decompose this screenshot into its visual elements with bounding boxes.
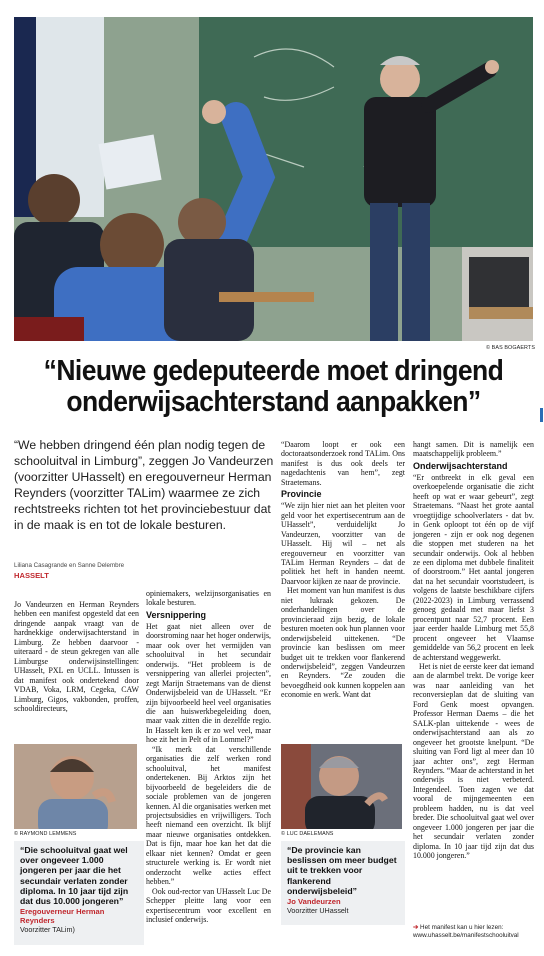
pull-quote-text: “De provincie kan beslissen om meer budget uit te trekken voor flankerend onderwijsbeleid”: [287, 845, 397, 896]
paragraph: opiniemakers, welzijnsorganisaties en lokale besturen.: [146, 589, 271, 608]
paragraph: “Daarom loopt er ook een doctoraatsonderzoek rond TALim. Ons manifest is dus ook deels ter nagedachtenis van hem”, zegt Straetemans.: [281, 440, 405, 487]
footnote-url[interactable]: www.uhasselt.be/manifestschooluitval: [413, 932, 519, 939]
paragraph: “We zijn hier niet aan het pleiten voor geld voor het expertisecentrum aan de UHasselt”, verduidelijkt Jo Vandeurzen, voorzitter van de UHasselt. Hij wil – net als eregouverneur en voorzitter van TALim Herman Reynders – dat de politiek het heft in handen neemt. Daarvoor kijken ze naar de provincie.: [281, 501, 405, 586]
pull-quote-speaker: Jo Vandeurzen: [287, 897, 341, 907]
subheading-onderwijsachterstand: Onderwijsachterstand: [413, 460, 508, 471]
pull-quote-mid: [281, 841, 405, 925]
paragraph: Het is niet de eerste keer dat iemand aan de alarmbel trekt. De vorige keer was naar aanleiding van het reconversieplan dat de sluiting van Ford Genk moest opvangen. Professor Herman Daems – die het SALK-plan uittekende - wees de onderwijsachterstand aan als zo ongeveer het grootste knelpunt. “De sluiting van Ford ligt al meer dan 10 jaar achter ons”, zegt Herman Reynders. “Maar de achterstand in het onderwijs is niet verbeterd. Integendeel. Toen zagen we dat vooral de mijngemeenten een probleem hadden, nu is dat veel breder. Die schooluitval gaat wel over ongeveer 1.000 jongeren per jaar die het secundair verlaten zonder diploma. In 10 jaar tijd zijn dat dus 10.000 jongeren.”: [413, 661, 534, 861]
pull-quote-text: “Die schooluitval gaat wel over ongeveer 1.000 jongeren per jaar die het secundair verlaten zonder diploma. In 10 jaar tijd zijn dat dus 10.000 jongeren”: [20, 845, 129, 907]
page-edge-marker: [540, 408, 543, 422]
main-photo: [14, 17, 533, 341]
paragraph: Ook oud-rector van UHasselt Luc De Schepper pleitte lang voor een expertisecentrum voor excellent en inclusief onderwijs.: [146, 886, 271, 924]
article-column-1: [14, 600, 139, 713]
paragraph: Het moment van hun manifest is dus niet lukraak gekozen. De onderhandelingen over de provincieraad zijn bezig, de lokale besturen moeten ook hun plannen voor onderwijsbeleid uittekenen. “De provincie kan beslissen om meer budget uit te trekken voor flankerend onderwijsbeleid”, zeggen Vandeurzen en Reynders. “Ze zouden die bevoegdheid ook kunnen koppelen aan economie en werk. Want dat: [281, 586, 405, 700]
arrow-right-icon: ➔: [413, 924, 419, 931]
pull-quote-left: [14, 841, 144, 945]
headline-line-2: onderwijsachterstand aanpakken”: [66, 386, 481, 418]
article-column-2: [146, 589, 271, 924]
lead-paragraph: “We hebben dringend één plan nodig tegen de schooluitval in Limburg”, zeggen Jo Vandeurzen (voorzitter UHasselt) en eregouverneur Herman Reynders (voorzitter TALim) waarmee ze zich rechtstreeks richten tot het provinciebestuur dat in de maak is en tot de lokale besturen.: [14, 438, 274, 532]
pull-quote-role: Voorzitter UHasselt: [287, 906, 349, 916]
headline-line-1: “Nieuwe gedeputeerde moet dringend: [43, 355, 504, 387]
subheading-versnippering: Versnippering: [146, 609, 207, 620]
paragraph: Het gaat niet alleen over de doorstroming naar het hoger onderwijs, maar ook over het vermijden van schooluitval in het secundair onderwijs. “Het probleem is de versnippering van allerlei projecten”, zegt Marijn Straetemans van de dienst Onderwijsbeleid van de UHasselt. “Er zijn bijvoorbeeld heel veel organisaties die aan huiswerkbegeleiding doen, maar vaak zitten die in dezelfde regio. In Hasselt ken ik er zo wel veel, maar hoe zit het in Pelt of in Lommel?”: [146, 621, 271, 745]
footnote-text: Het manifest kan u hier lezen:: [420, 924, 504, 931]
paragraph: Jo Vandeurzen en Herman Reynders hebben een manifest opgesteld dat een dringende aanpak vraagt van de hardnekkige onderwijsachterstand in Limburg. Ze hebben daarvoor - uiteraard - de steun gekregen van alle Limburgse onderwijsinstellingen: UHasselt, PXL en UCLL. Intussen is dat manifest ook ondertekend door VDAB, Voka, LRM, Cegeka, CAW Limburg, Gigos, vakbonden, proffen, schooldirecteurs,: [14, 600, 139, 713]
footnote-link[interactable]: [413, 924, 538, 940]
paragraph: “Ik merk dat verschillende organisaties die zelf werken rond schooluitval, het manifest ondertekenen. Bij Arktos zijn het bijvoorbeeld de begeleiders die de sociale problemen van de jongeren kennen. Al die organisaties werken met projectsubsidies en vrijwilligers. Toch heeft niemand een overzicht. Ik blijf maar nieuwe organisaties ontdekken. Dat is fijn, maar hoe kan het dat die elkaar niet kennen? Omdat er geen structurele werking is. Er wordt niet onderzocht welke acties effect hebben.”: [146, 744, 271, 887]
pull-quote-role: Voorzitter TALim): [20, 925, 75, 935]
article-column-3: [281, 440, 405, 700]
pull-quote-speaker: Eregouverneur Herman Reynders: [20, 907, 105, 926]
portrait-photo-reynders: [14, 744, 137, 829]
portrait-photo-vandeurzen: [281, 744, 402, 829]
photo-credit: © BAS BOGAERTS: [486, 345, 535, 351]
subheading-provincie: Provincie: [281, 489, 322, 500]
paragraph: hangt samen. Dit is namelijk een maatschappelijk probleem.”: [413, 440, 534, 459]
byline-authors: Liliana Casagrande en Sanne Delembre: [14, 562, 125, 569]
dateline-city: HASSELT: [14, 571, 49, 580]
byline: [14, 562, 144, 580]
headline: [32, 356, 515, 418]
photo-credit-left: © RAYMOND LEMMENS: [14, 831, 76, 837]
article-column-4: [413, 440, 534, 860]
paragraph: “Er ontbreekt in elk geval een overkoepelende organisatie die zicht heeft op wat er waar gebeurt”, zegt Straetemans. “Naast het grote aantal vroegtijdige schoolverlaters - dat bv. in Genk oploopt tot één op de vijf jongeren - zijn er ook nog degenen die stoppen met studeren na het secundair onderwijs. Ook al hebben ze een diploma met dubbele finaliteit of doorstroom.” Het aantal jongeren dat na het secundair voortstudeert, is volgens de laatste beschikbare cijfers (2022-2023) in Limburg verrassend genoeg gedaald met maar liefst 3 procentpunt naar 52,7 procent. Een jaar eerder haalde Limburg met 55,8 procent ongeveer het Vlaamse gemiddelde van 56,2 procent en leek de achterstand weggewerkt.: [413, 472, 534, 662]
photo-credit-mid: © LUC DAELEMANS: [281, 831, 334, 837]
classroom-illustration: [14, 17, 533, 341]
